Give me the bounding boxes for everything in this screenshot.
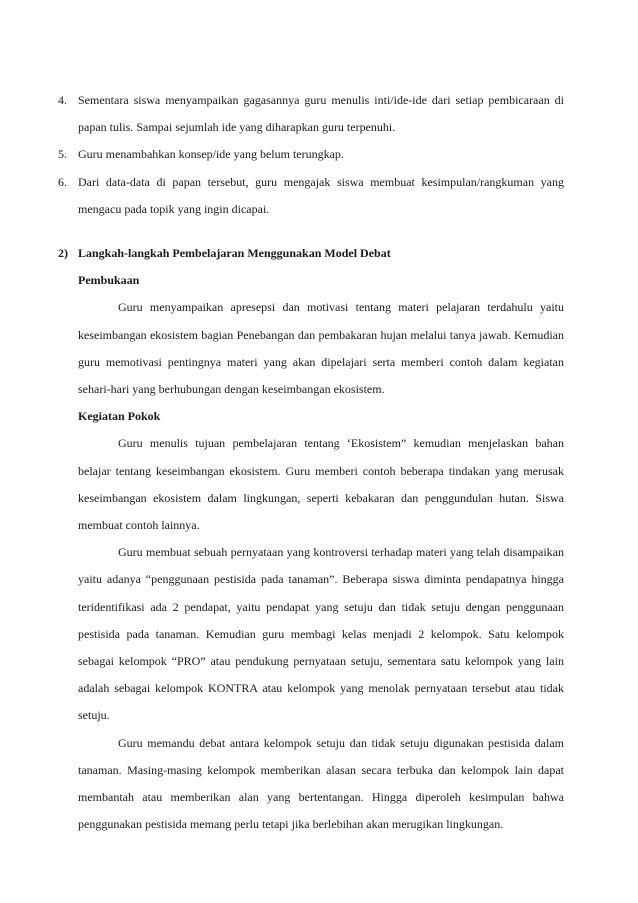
subheading-kegiatan-pokok: Kegiatan Pokok xyxy=(78,409,161,424)
paragraph: Guru menyampaikan apresepsi dan motivasi tentang materi pelajaran terdahulu yaitu keseimbangan ekosistem bagian Penebangan dan pembakaran hujan melalui tanya jawab. Kemudian guru memotivasi pentingnya materi yang akan dipelajari serta memberi contoh dalam kegiatan sehari-hari yang berhubungan dengan keseimbangan ekosistem. xyxy=(78,300,564,397)
list-text: Dari data-data di papan tersebut, guru mengajak siswa membuat kesimpulan/rangkuman yang mengacu pada topik yang ingin dicapai. xyxy=(78,174,564,216)
list-item xyxy=(58,169,564,223)
paragraph: Guru menulis tujuan pembelajaran tentang ‘Ekosistem” kemudian menjelaskan bahan belajar tentang keseimbangan ekosistem. Guru memberi contoh beberapa tindakan yang merusak keseimbangan ekosistem dalam lingkungan, seperti kebakaran dan penggundulan hutan. Siswa membuat contoh lainnya. xyxy=(78,436,564,533)
list-number: 5. xyxy=(58,147,67,162)
list-text: Sementara siswa menyampaikan gagasannya guru menulis inti/ide-ide dari setiap pembicaraan di papan tulis. Sampai sejumlah ide yang diharapkan guru terpenuhi. xyxy=(78,93,564,135)
list-item xyxy=(58,87,564,141)
section-number: 2) xyxy=(58,246,68,261)
list-text: Guru menambahkan konsep/ide yang belum terungkap. xyxy=(78,147,344,162)
paragraph: Guru membuat sebuah pernyataan yang kontroversi terhadap materi yang telah disampaikan yaitu adanya “penggunaan pestisida pada tanaman”. Beberapa siswa diminta pendapatnya hingga teridentifikasi ada 2 pendapat, yaitu pendapat yang setuju dan tidak setuju dengan penggunaan pestisida pada tanaman. Kemudian guru membagi kelas menjadi 2 kelompok. Satu kelompok sebagai kelompok “PRO” atau pendukung pernyataan setuju, sementara satu kelompok yang lain adalah sebagai kelompok KONTRA atau kelompok yang menolak pernyataan tersebut atau tidak setuju. xyxy=(78,545,564,723)
list-number: 4. xyxy=(58,93,67,107)
subheading-pembukaan: Pembukaan xyxy=(78,273,140,288)
list-item xyxy=(58,141,564,168)
section-heading xyxy=(58,240,564,267)
paragraph: Guru memandu debat antara kelompok setuju dan tidak setuju digunakan pestisida dalam tanaman. Masing-masing kelompok memberikan alasan secara terbuka dan kelompok lain dapat membantah atau memberikan alan yang bertentangan. Hingga diperoleh kesimpulan bahwa penggunakan pestisida memang perlu tetapi jika berlebihan akan merugikan lingkungan. xyxy=(78,735,564,832)
section-title: Langkah-langkah Pembelajaran Menggunakan Model Debat xyxy=(78,246,391,261)
list-number: 6. xyxy=(58,174,67,189)
